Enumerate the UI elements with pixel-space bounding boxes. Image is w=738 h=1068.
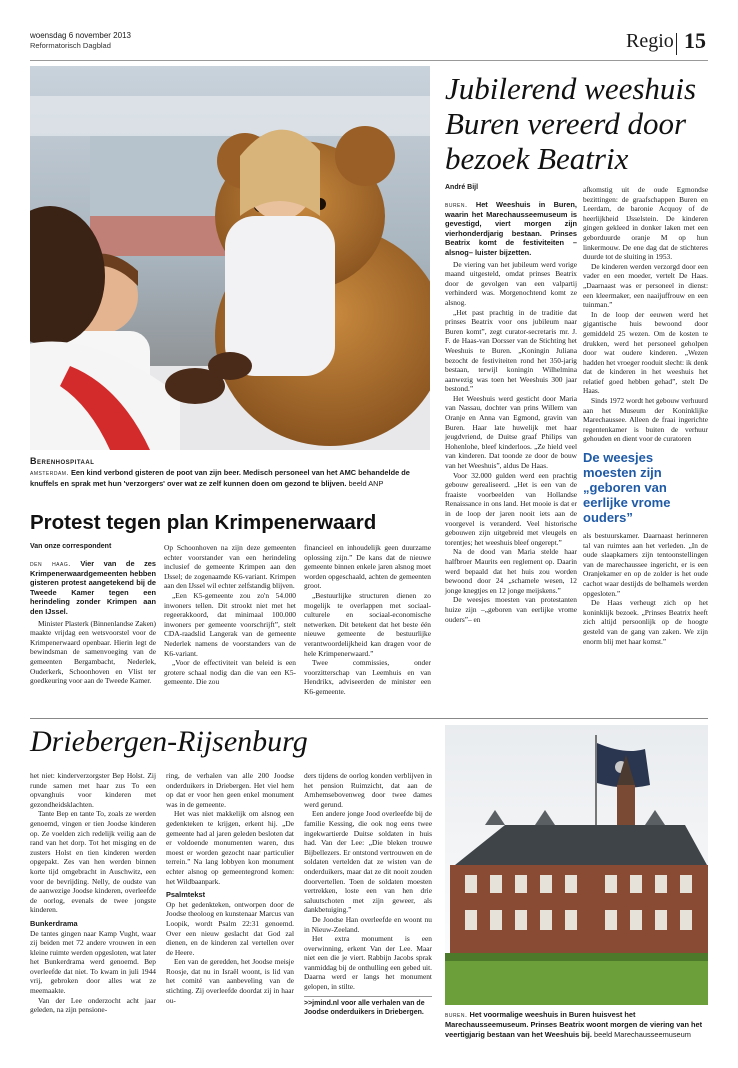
weeshuis-lead: Het Weeshuis in Buren, waarin het Marechausseemuseum is gevestigd, viert morgen zijn vierhonderdjarig bestaan. Prinses Beatrix komt de festiviteiten –alsnog– luister bijzetten. (445, 200, 577, 257)
weeshuis-headline-line3: bezoek Beatrix (445, 141, 629, 176)
paragraph: het niet: kinderverzorgster Bep Holst. Zij runde samen met haar zus To een opvanghuis voor kinderen met gezondheidsklachten. (30, 771, 156, 809)
weeshuis-column-1 (445, 200, 577, 624)
subheading: Bunkerdrama (30, 918, 78, 928)
paragraph: De kinderen werden verzorgd door een vader en een moeder, vertelt De Haas. „Daarnaast was er personeel in dienst: een kleermaker, een naaijuffrouw en een tuinman.” (583, 261, 708, 310)
paragraph: als bestuurskamer. Daarnaast herinneren tal van ruimtes aan het verleden. „In de oude slaapkamers zijn tentoonstellingen van de marechaussee ingericht, er is een Oranjekamer en op de zolder is het oude cachot waar destijds de belhamels werden opgesloten.” (583, 531, 708, 598)
krimpen-column-3 (304, 543, 431, 697)
driebergen-column-3 (304, 771, 432, 1017)
paragraph: Een van de geredden, het Joodse meisje Roosje, dat nu in Israël woont, is lid van het comité van aanbeveling van de stichting. Zij overleefde doordat zij in haar ou- (166, 957, 294, 1005)
paragraph: ring, de verhalen van alle 200 Joodse onderduikers in Driebergen. Het viel hem op dat er voor hen geen enkel monument was in de gemeente. (166, 771, 294, 809)
krimpen-dateline: den haag. (30, 559, 71, 568)
newspaper-name: Reformatorisch Dagblad (30, 41, 111, 50)
paragraph: Het was niet makkelijk om alsnog een gedenkteken te krijgen, erkent hij. „De gemeente had al jaren geleden besloten dat er voldoende monumenten waren, dus moest er worden gezocht naar particulier terrein.” Na lang lobbyen kon monument echter alsnog op gemeentegrond komen: het Wildbaanpark. (166, 809, 294, 886)
museum-caption (445, 1010, 708, 1039)
section-divider (30, 718, 708, 719)
photo-credit: beeld ANP (348, 478, 384, 488)
paragraph: Minister Plasterk (Binnenlandse Zaken) maakte vrijdag een wetsvoorstel voor de Krimpenerwaard openbaar. Hierin legt de bewindsman de samenvoeging van de gemeenten Bergambacht, Nederlek, Ouderkerk, Schoonhoven en Vlist ter goedkeuring voor aan de Tweede Kamer. (30, 618, 157, 686)
paragraph: Na de dood van Maria stelde haar halfbroer Maurits een reglement op. Daarin werd bepaald dat het huis zou worden bewoond door 24 „schamele wesen, 12 jonge knegtjes en 12 jonge meijskens.” (445, 547, 577, 595)
paragraph: In de loop der eeuwen werd het gigantische huis bewoond door gemiddeld 25 wezen. Om de kosten te drukken, werd het personeel geholpen door wat oudere kinderen. „Wezen hadden het vroeger rooduit slecht: ik denk dat de kinderen in het weeshuis het relatief goed hebben gehad”, stelt De Haas. (583, 309, 708, 396)
museum-photo-credit: beeld Marechausseemuseum (593, 1029, 691, 1039)
paragraph: „Bestuurlijke structuren dienen zo mogelijk te overlappen met sociaal-culturele en sociaal-economische netwerken. Dit betekent dat het beste één nieuwe gemeente de bestuurlijke verantwoordelijkheid kan dragen voor de hele Krimpenerwaard.” (304, 590, 431, 658)
paragraph: Van der Lee onderzocht acht jaar geleden, na zijn pensione- (30, 995, 156, 1015)
berenhospitaal-kicker: Berenhospitaal (30, 456, 95, 466)
driebergen-column-2 (166, 771, 294, 1005)
paragraph: „Een K5-gemeente zou zo'n 54.000 inwoners tellen. Dit strookt niet met het regeerakkoord, dat minimaal 100.000 inwoners per gemeente voorschrijft”, stelt CDA-raadslid Langerak van de gemeente Nederlek namens de voorstanders van de K6-variant. (164, 590, 296, 658)
paragraph: De weesjes moesten van protestanten huize zijn –„geboren van eerlijke vrome ouders”– en (445, 595, 577, 624)
berenhospitaal-caption (30, 457, 430, 488)
paragraph: De viering van het jubileum werd vorige maand uitgesteld, omdat prinses Beatrix door de gevolgen van een valpartij verhinderd was. Morgenochtend komt ze alsnog. (445, 259, 577, 307)
driebergen-headline: Driebergen-Rijsenburg (30, 725, 308, 758)
paragraph: Sinds 1972 wordt het gebouw verhuurd aan het Museum der Koninklijke Marechaussee. Alleen de fraai ingerichte regentenkamer is buiten de verhuur gehouden en dient voor de curatoren (583, 396, 708, 444)
related-link[interactable]: >>jmind.nl voor alle verhalen van de Joodse onderduikers in Driebergen. (304, 996, 432, 1017)
paragraph: Twee commissies, onder voorzitterschap van Leemhuis en van Hendrikx, adviseerden de minister een K6-gemeente. (304, 658, 431, 696)
paragraph: „Het past prachtig in de traditie dat prinses Beatrix voor ons jubileum naar Buren komt”, zegt curator-secretaris mr. J. F. de Haas-van Dorsser van de Stichting het Weeshuis te Buren. „Koningin Juliana bezocht de festiviteiten rond het 350-jarig bestaan, terwijl koningin Wilhelmina aanwezig was toen het Weeshuis 300 jaar bestond.” (445, 307, 577, 394)
weeshuis-column-2 (583, 185, 708, 646)
paragraph: afkomstig uit de oude Egmondse bezittingen: de graafschappen Buren en Leerdam, de baronie Acquoy of de heerlijkheid IJsselstein. De kinderen gingen gekleed in donker laken met een geborduurde oranje M op hun linkermouw. De ene dag dat de stichteres duurde tot de sluiting in 1953. (583, 185, 708, 262)
header-divider (676, 33, 677, 55)
museum-caption-dateline: buren. (445, 1012, 468, 1019)
weeshuis-headline-line2: Buren vereerd door (445, 106, 687, 141)
teddy-bear-photo (30, 66, 430, 450)
paragraph: Tante Bep en tante To, zoals ze werden genoemd, vingen er tien Joodse kinderen op. Ze voelden zich redelijk veilig aan de rand van het dorp. Tot het misging en de zusters Holst en tien kinderen werden opgepakt. Zes van hen werden binnen korte tijd omgebracht in Auschwitz, een voor de bevrijding. Nelly, de oudste van de aanwezige Joodse kinderen, overleefde de oorlog, evenals de twee jongste kinderen. (30, 809, 156, 915)
header-rule (30, 60, 708, 61)
krimpen-column-2 (164, 543, 296, 687)
paragraph: financieel en inhoudelijk geen duurzame oplossing zijn.” De kans dat de nieuwe gemeente binnen enkele jaren alsnog moet worden opgeschaald, achten de gemeenten groot. (304, 543, 431, 591)
weeshuis-building-illustration (445, 725, 708, 1005)
caption-dateline: amsterdam. (30, 470, 69, 478)
museum-caption-text: Het voormalige weeshuis in Buren huisvest het Marechausseemuseum. Prinses Beatrix woont morgen de viering van het veertigjarig bestaan van het Weeshuis bij. (445, 1010, 703, 1039)
weeshuis-dateline: buren. (445, 200, 468, 209)
paragraph: De tantes gingen naar Kamp Vught, waar zij beiden met 72 andere vrouwen in een kleine ruimte werden opgesloten, wat later het Bunkerdrama werd genoemd. Bep overleefde dat niet. To kwam in juli 1944 vrij, gebroken door alles wat ze meemaakte. (30, 928, 157, 996)
krimpen-headline: Protest tegen plan Krimpenerwaard (30, 511, 377, 534)
paragraph: Het extra monument is een overwinning, erkent Van der Lee. Maar niet een die je viert. Rabbijn Jacobs sprak vanmiddag bij de onthulling een gebed uit. Daarna werd er langs het monument gelopen, in stilte. (304, 934, 432, 992)
paragraph: Op Schoonhoven na zijn deze gemeenten echter voorstander van een herindeling inclusief de gemeente Krimpen aan den IJssel; de zogenaamde K6-variant. Krimpen aan den IJssel wil echter zelfstandig blijven. (164, 543, 296, 591)
museum-photo (445, 725, 708, 1005)
teddy-bear-illustration (30, 66, 430, 450)
page-number: 15 (684, 28, 706, 53)
krimpen-column-1 (30, 559, 156, 686)
caption-text: Een kind verbond gisteren de poot van zijn beer. Medisch personeel van het AMC behandelde de knuffels en sprak met hun 'verzorgers' over wat ze zelf kunnen doen om gezond te blijven. (30, 468, 410, 488)
paragraph: Voor 32.000 gulden werd een prachtig gebouw gerealiseerd. „Het is een van de fraaiste voorbeelden van Hollandse Renaissance in ons land. Het mooie is dat er in de loop der jaren nooit iets aan de voorgevel is veranderd. Veel historische gebouwen zijn uitgebreid met vleugels en torentjes; het weeshuis bleef ongerept.” (445, 470, 577, 547)
paragraph: De Joodse Han overleefde en woont nu in Nieuw-Zeeland. (304, 914, 432, 934)
driebergen-column-1 (30, 771, 156, 1015)
paragraph: Een andere jonge Jood overleefde bij de familie Kessing, die ook nog eens twee ingekwartierde Duitse soldaten in huis had. Van der Lee: „Die bleken trouwe Bijbellezers. Er ontstond vertrouwen en de soldaten vertelden dat ze wisten van de onderduikers, maar dat ze dit nooit zouden doorvertellen. Toen de soldaten moesten vertrekken, loste een van hen drie saluutschoten met zijn geweer, als dankbetuiging.” (304, 809, 432, 915)
weeshuis-headline-line1: Jubilerend weeshuis (445, 71, 697, 106)
krimpen-byline: Van onze correspondent (30, 543, 112, 550)
krimpen-lead: Vier van de zes Krimpenerwaardgemeenten hebben gisteren protest aangetekend bij de Tweede Kamer tegen een herindeling zonder Krimpen aan den IJssel. (30, 559, 156, 616)
pull-quote: De weesjes moesten zijn „geboren van eerlijke vrome ouders” (583, 450, 671, 526)
weeshuis-headline (445, 71, 715, 176)
paragraph: De Haas verheugt zich op het koninklijk bezoek. „Prinses Beatrix heeft zich altijd persoonlijk op de hoogte gesteld van de gang van zaken. We zijn enorm blij met haar komst.” (583, 598, 708, 646)
paragraph: Het Weeshuis werd gesticht door Maria van Nassau, dochter van prins Willem van Oranje en Anna van Egmond, gravin van Buren. Haar late huwelijk met haar jeugdvriend, de Duitse graaf Philips van Hohenlohe, bleef kinderloos. „Ze hield veel van kinderen. Dat toonde ze door de bouw van het Weeshuis”, aldus De Haas. (445, 393, 577, 471)
section-title: Regio (626, 30, 674, 52)
edition-date: woensdag 6 november 2013 (30, 31, 131, 40)
subheading: Psalmtekst (166, 890, 206, 900)
paragraph: „Voor de effectiviteit van beleid is een grotere schaal nodig dan die van een K5-gemeente. Die zou (164, 658, 296, 687)
paragraph: Op het gedenkteken, ontworpen door de Joodse theoloog en kunstenaar Marcus van Loopik, wordt Psalm 22:31 genoemd. Over een nieuw geslacht dat God zal dienen, en de kinderen zal vertellen over de Heere. (166, 899, 294, 957)
weeshuis-byline: André Bijl (445, 184, 479, 191)
paragraph: ders tijdens de oorlog konden verblijven in het pension Ruimzicht, dat aan de Arnhemsebovenweg door twee dames werd gerund. (304, 771, 432, 809)
